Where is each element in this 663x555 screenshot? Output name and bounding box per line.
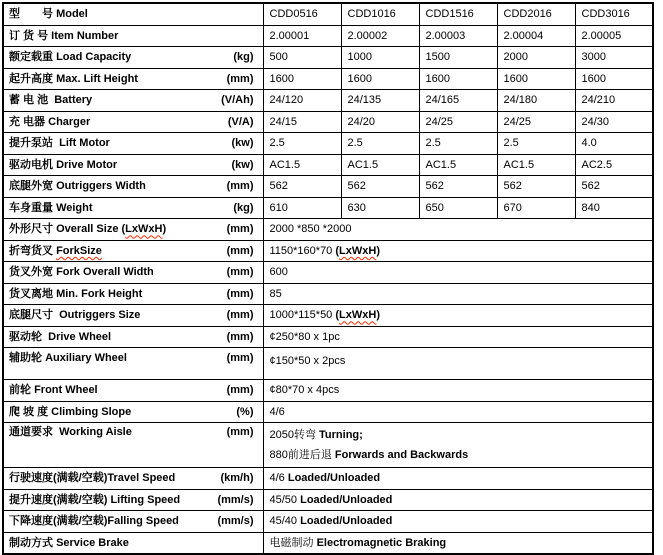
min-fork-height-label-text xyxy=(9,287,142,301)
drive-wheel-label-text xyxy=(9,330,111,344)
overall-size-unit: (mm) xyxy=(226,223,254,236)
fork-size-value-line-1 xyxy=(270,244,651,258)
text-segment: Charger xyxy=(48,115,91,128)
travel-speed-value-line-1 xyxy=(270,471,651,485)
text-segment: Working Aisle xyxy=(59,426,132,438)
model-label xyxy=(3,3,263,25)
battery-label-text xyxy=(9,93,92,107)
text-segment: Lifting Speed xyxy=(110,493,181,506)
fork-size-label xyxy=(3,240,263,262)
auxiliary-wheel-value xyxy=(263,348,653,380)
text-segment: 45/40 xyxy=(269,515,301,528)
falling-speed-value-line-1 xyxy=(270,514,651,528)
service-brake-label-en xyxy=(56,537,129,549)
model-value-1: CDD0516 xyxy=(263,3,341,25)
drive-motor-unit: (kw) xyxy=(231,158,254,171)
drive-wheel-label-zh: 驱动轮 xyxy=(9,330,49,343)
lift-motor-label-text xyxy=(9,136,110,150)
weight-value-4: 670 xyxy=(497,197,575,219)
load-capacity-value-4: 2000 xyxy=(497,47,575,69)
fork-overall-width-label-zh: 货叉外宽 xyxy=(9,266,57,279)
max-lift-height-label-text xyxy=(9,72,138,86)
text-segment: Auxiliary Wheel xyxy=(45,352,127,364)
text-segment: Overall Size ( xyxy=(56,223,126,236)
climbing-slope-label-zh: 爬 坡 度 xyxy=(9,405,52,418)
front-wheel-label-en xyxy=(34,384,98,396)
load-capacity-label xyxy=(3,47,263,69)
spec-row-falling-speed xyxy=(3,511,653,533)
outriggers-width-unit: (mm) xyxy=(226,180,254,193)
working-aisle-label-text xyxy=(9,425,132,439)
travel-speed-label-en xyxy=(107,472,175,484)
min-fork-height-value xyxy=(263,283,653,305)
fork-size-unit: (mm) xyxy=(226,244,254,257)
lifting-speed-label-text xyxy=(9,493,180,507)
item-number-value-3: 2.00003 xyxy=(419,25,497,47)
text-segment: 880前进后退 xyxy=(269,449,335,461)
text-segment: 45/50 xyxy=(269,493,301,506)
text-segment: Falling Speed xyxy=(107,515,179,528)
max-lift-height-value-3: 1600 xyxy=(419,68,497,90)
drive-wheel-label-wrap xyxy=(4,330,263,344)
text-segment: Drive Wheel xyxy=(48,330,112,343)
service-brake-value xyxy=(263,532,653,554)
load-capacity-value-1: 500 xyxy=(263,47,341,69)
falling-speed-label-text xyxy=(9,514,179,528)
text-segment: Item Number xyxy=(51,29,119,42)
text-segment: Min. Fork Height xyxy=(56,287,143,300)
spec-row-min-fork-height xyxy=(3,283,653,305)
lifting-speed-label xyxy=(3,489,263,511)
battery-label xyxy=(3,90,263,112)
fork-overall-width-label-text xyxy=(9,265,154,279)
spec-row-climbing-slope xyxy=(3,401,653,423)
spellcheck-flagged-text: LxWxH xyxy=(125,223,163,236)
spec-row-drive-wheel xyxy=(3,326,653,348)
drive-wheel-value xyxy=(263,326,653,348)
text-segment: Model xyxy=(56,8,88,21)
outriggers-width-value-3: 562 xyxy=(419,176,497,198)
lift-motor-unit: (kw) xyxy=(231,137,254,150)
falling-speed-label xyxy=(3,511,263,533)
model-value-5: CDD3016 xyxy=(575,3,653,25)
travel-speed-label-text xyxy=(9,471,175,485)
text-segment: 85 xyxy=(269,287,282,300)
outriggers-width-value-5: 562 xyxy=(575,176,653,198)
max-lift-height-label-en xyxy=(56,73,138,85)
lifting-speed-unit: (mm/s) xyxy=(217,493,254,506)
text-segment: Front Wheel xyxy=(34,384,98,397)
lifting-speed-label-zh: 提升速度(满载/空载) xyxy=(9,493,111,506)
spec-row-load-capacity xyxy=(3,47,653,69)
front-wheel-label-text xyxy=(9,383,98,397)
text-segment: ) xyxy=(376,244,380,257)
falling-speed-label-en xyxy=(107,515,179,527)
spec-row-weight xyxy=(3,197,653,219)
charger-label xyxy=(3,111,263,133)
lift-motor-value-4: 2.5 xyxy=(497,133,575,155)
falling-speed-label-zh: 下降速度(满载/空载) xyxy=(9,515,108,528)
fork-overall-width-label xyxy=(3,262,263,284)
min-fork-height-value-line-1 xyxy=(270,287,651,301)
outriggers-width-value-2: 562 xyxy=(341,176,419,198)
load-capacity-label-text xyxy=(9,50,131,64)
outriggers-size-label-wrap xyxy=(4,308,263,322)
lift-motor-value-1: 2.5 xyxy=(263,133,341,155)
model-label-zh: 型 号 xyxy=(9,8,57,21)
spec-table-body xyxy=(3,3,653,554)
weight-label-zh: 车身重量 xyxy=(9,201,57,214)
fork-overall-width-label-en xyxy=(56,266,154,278)
charger-value-3: 24/25 xyxy=(419,111,497,133)
drive-motor-label-zh: 驱动电机 xyxy=(9,158,57,171)
travel-speed-label xyxy=(3,468,263,490)
outriggers-size-label xyxy=(3,305,263,327)
text-segment: Fork Overall Width xyxy=(56,266,154,279)
front-wheel-unit: (mm) xyxy=(226,384,254,397)
text-segment: Weight xyxy=(56,201,93,214)
working-aisle-label-zh: 通道要求 xyxy=(9,426,60,438)
battery-label-zh: 蓄 电 池 xyxy=(9,94,55,107)
spec-row-charger xyxy=(3,111,653,133)
overall-size-value xyxy=(263,219,653,241)
load-capacity-label-wrap xyxy=(4,50,263,64)
model-value-2: CDD1016 xyxy=(341,3,419,25)
text-segment: Loaded/Unloaded xyxy=(300,515,393,528)
lifting-speed-value xyxy=(263,489,653,511)
spellcheck-flagged-text: LxWxH xyxy=(339,244,377,257)
weight-label-text xyxy=(9,201,93,215)
drive-motor-value-2: AC1.5 xyxy=(341,154,419,176)
text-segment: Outriggers Width xyxy=(56,180,146,193)
weight-value-2: 630 xyxy=(341,197,419,219)
working-aisle-value xyxy=(263,423,653,468)
outriggers-size-value xyxy=(263,305,653,327)
lift-motor-value-3: 2.5 xyxy=(419,133,497,155)
fork-overall-width-value xyxy=(263,262,653,284)
overall-size-label-wrap xyxy=(4,222,263,236)
spec-row-auxiliary-wheel xyxy=(3,348,653,380)
model-label-en xyxy=(56,8,88,20)
text-segment: Climbing Slope xyxy=(51,405,132,418)
travel-speed-unit: (km/h) xyxy=(220,472,254,485)
battery-value-4: 24/180 xyxy=(497,90,575,112)
lift-motor-label xyxy=(3,133,263,155)
fork-size-label-en xyxy=(56,245,102,257)
text-segment: 600 xyxy=(269,266,288,279)
load-capacity-value-2: 1000 xyxy=(341,47,419,69)
text-segment: ¢250*80 x 1pc xyxy=(269,330,340,343)
front-wheel-value-line-1 xyxy=(270,383,651,397)
climbing-slope-label-en xyxy=(51,406,131,418)
max-lift-height-value-5: 1600 xyxy=(575,68,653,90)
item-number-label-wrap xyxy=(4,29,263,43)
text-segment: Forwards and Backwards xyxy=(334,449,469,461)
max-lift-height-unit: (mm) xyxy=(226,72,254,85)
spec-row-overall-size xyxy=(3,219,653,241)
outriggers-width-value-1: 562 xyxy=(263,176,341,198)
spec-row-drive-motor xyxy=(3,154,653,176)
spec-row-lift-motor xyxy=(3,133,653,155)
fork-size-label-text xyxy=(9,244,102,258)
falling-speed-unit: (mm/s) xyxy=(217,515,254,528)
lifting-speed-value-line-1 xyxy=(270,493,651,507)
lift-motor-label-zh: 提升泵站 xyxy=(9,137,60,150)
drive-motor-label xyxy=(3,154,263,176)
model-value-4: CDD2016 xyxy=(497,3,575,25)
spellcheck-flagged-text: ForkSize xyxy=(56,244,102,257)
outriggers-width-label-zh: 底腿外宽 xyxy=(9,180,57,193)
falling-speed-value xyxy=(263,511,653,533)
spellcheck-flagged-text: LxWxH xyxy=(339,309,377,322)
charger-label-text xyxy=(9,115,90,129)
max-lift-height-label-wrap xyxy=(4,72,263,86)
outriggers-width-label-wrap xyxy=(4,179,263,193)
item-number-value-5: 2.00005 xyxy=(575,25,653,47)
weight-label-wrap xyxy=(4,201,263,215)
charger-value-5: 24/30 xyxy=(575,111,653,133)
text-segment: Service Brake xyxy=(56,536,129,549)
drive-motor-label-en xyxy=(56,159,117,171)
front-wheel-label-wrap xyxy=(4,383,263,397)
outriggers-size-label-zh: 底腿尺寸 xyxy=(9,309,60,322)
max-lift-height-label-zh: 起升高度 xyxy=(9,72,57,85)
max-lift-height-value-1: 1600 xyxy=(263,68,341,90)
service-brake-label-text xyxy=(9,536,129,550)
fork-overall-width-value-line-1 xyxy=(270,265,651,279)
min-fork-height-unit: (mm) xyxy=(226,287,254,300)
text-segment: ¢80*70 x 4pcs xyxy=(269,384,340,397)
text-segment: Turning; xyxy=(319,429,363,441)
text-segment: 电磁制动 xyxy=(269,536,317,549)
front-wheel-label xyxy=(3,380,263,402)
text-segment: Drive Motor xyxy=(56,158,118,171)
min-fork-height-label-en xyxy=(56,288,142,300)
text-segment: ) xyxy=(162,223,167,236)
spec-row-item-number xyxy=(3,25,653,47)
text-segment: Outriggers Size xyxy=(59,309,141,322)
weight-label xyxy=(3,197,263,219)
falling-speed-label-wrap xyxy=(4,514,263,528)
lift-motor-value-5: 4.0 xyxy=(575,133,653,155)
load-capacity-value-5: 3000 xyxy=(575,47,653,69)
charger-value-1: 24/15 xyxy=(263,111,341,133)
outriggers-width-label-en xyxy=(56,180,146,192)
min-fork-height-label xyxy=(3,283,263,305)
load-capacity-value-3: 1500 xyxy=(419,47,497,69)
battery-value-3: 24/165 xyxy=(419,90,497,112)
fork-size-value xyxy=(263,240,653,262)
model-value-3: CDD1516 xyxy=(419,3,497,25)
drive-motor-value-5: AC2.5 xyxy=(575,154,653,176)
lifting-speed-label-en xyxy=(110,494,180,506)
model-label-text xyxy=(9,7,88,21)
model-label-wrap xyxy=(4,7,263,21)
drive-wheel-unit: (mm) xyxy=(226,330,254,343)
text-segment: ( xyxy=(335,244,340,257)
auxiliary-wheel-label xyxy=(3,348,263,380)
text-segment: 4/6 xyxy=(269,405,285,418)
fork-size-label-wrap xyxy=(4,244,263,258)
lift-motor-value-2: 2.5 xyxy=(341,133,419,155)
text-segment: Lift Motor xyxy=(59,137,110,150)
climbing-slope-value-line-1 xyxy=(270,405,651,419)
overall-size-label-en xyxy=(56,223,166,235)
outriggers-size-unit: (mm) xyxy=(226,309,254,322)
lift-motor-label-wrap xyxy=(4,136,263,150)
spec-row-battery xyxy=(3,90,653,112)
spec-row-max-lift-height xyxy=(3,68,653,90)
spec-row-service-brake xyxy=(3,532,653,554)
travel-speed-label-zh: 行驶速度(满载/空载) xyxy=(9,472,108,485)
service-brake-label-wrap xyxy=(4,536,263,550)
climbing-slope-label xyxy=(3,401,263,423)
climbing-slope-label-wrap xyxy=(4,405,263,419)
min-fork-height-label-wrap xyxy=(4,287,263,301)
text-segment: 2000 *850 *2000 xyxy=(269,223,352,236)
weight-value-5: 840 xyxy=(575,197,653,219)
max-lift-height-value-4: 1600 xyxy=(497,68,575,90)
spec-row-outriggers-size xyxy=(3,305,653,327)
spec-row-fork-size xyxy=(3,240,653,262)
overall-size-label-zh: 外形尺寸 xyxy=(9,223,57,236)
auxiliary-wheel-label-en xyxy=(45,352,127,364)
auxiliary-wheel-label-text xyxy=(9,351,127,365)
text-segment: 2050转弯 xyxy=(269,429,320,441)
item-number-label-en xyxy=(51,30,118,42)
drive-wheel-label-en xyxy=(48,331,111,343)
working-aisle-unit: (mm) xyxy=(226,426,254,438)
charger-unit: (V/A) xyxy=(227,115,254,128)
item-number-label-zh: 订 货 号 xyxy=(9,29,52,42)
battery-value-5: 24/210 xyxy=(575,90,653,112)
text-segment: Max. Lift Height xyxy=(56,72,138,85)
spec-table xyxy=(2,2,654,555)
load-capacity-unit: (kg) xyxy=(233,51,254,64)
text-segment: Loaded/Unloaded xyxy=(287,472,381,485)
weight-unit: (kg) xyxy=(233,201,254,214)
climbing-slope-value xyxy=(263,401,653,423)
battery-unit: (V/Ah) xyxy=(221,94,254,107)
drive-motor-value-3: AC1.5 xyxy=(419,154,497,176)
working-aisle-value-line-2 xyxy=(270,445,651,465)
load-capacity-label-en xyxy=(56,51,131,63)
service-brake-label-zh: 制动方式 xyxy=(9,536,57,549)
text-segment: Loaded/Unloaded xyxy=(300,493,393,506)
outriggers-size-label-en xyxy=(59,309,140,321)
travel-speed-value xyxy=(263,468,653,490)
battery-value-2: 24/135 xyxy=(341,90,419,112)
fork-overall-width-unit: (mm) xyxy=(226,266,254,279)
spec-row-fork-overall-width xyxy=(3,262,653,284)
load-capacity-label-zh: 额定载重 xyxy=(9,51,57,64)
drive-motor-label-wrap xyxy=(4,158,263,172)
fork-overall-width-label-wrap xyxy=(4,265,263,279)
text-segment: ¢150*50 x 2pcs xyxy=(269,355,346,367)
auxiliary-wheel-value-line-1 xyxy=(270,351,651,371)
item-number-value-1: 2.00001 xyxy=(263,25,341,47)
text-segment: ( xyxy=(335,309,340,322)
outriggers-size-value-line-1 xyxy=(270,308,651,322)
auxiliary-wheel-unit: (mm) xyxy=(226,352,254,364)
text-segment: 1000*115*50 xyxy=(269,309,336,322)
drive-motor-value-1: AC1.5 xyxy=(263,154,341,176)
text-segment: 1150*160*70 xyxy=(269,244,336,257)
front-wheel-label-zh: 前轮 xyxy=(9,384,35,397)
min-fork-height-label-zh: 货叉离地 xyxy=(9,287,57,300)
auxiliary-wheel-label-zh: 辅助轮 xyxy=(9,352,46,364)
drive-wheel-value-line-1 xyxy=(270,330,651,344)
drive-motor-label-text xyxy=(9,158,117,172)
weight-label-en xyxy=(56,202,92,214)
working-aisle-value-line-1 xyxy=(270,425,651,445)
outriggers-width-label xyxy=(3,176,263,198)
climbing-slope-label-text xyxy=(9,405,131,419)
text-segment: Battery xyxy=(54,94,93,107)
service-brake-value-line-1 xyxy=(270,536,651,550)
charger-label-en xyxy=(48,116,90,128)
working-aisle-label-en xyxy=(59,426,132,438)
service-brake-label xyxy=(3,532,263,554)
drive-motor-value-4: AC1.5 xyxy=(497,154,575,176)
max-lift-height-label xyxy=(3,68,263,90)
max-lift-height-value-2: 1600 xyxy=(341,68,419,90)
text-segment: 4/6 xyxy=(269,472,288,485)
drive-wheel-label xyxy=(3,326,263,348)
auxiliary-wheel-label-wrap xyxy=(4,351,263,365)
travel-speed-label-wrap xyxy=(4,471,263,485)
spec-row-front-wheel xyxy=(3,380,653,402)
overall-size-value-line-1 xyxy=(270,222,651,236)
battery-label-wrap xyxy=(4,93,263,107)
overall-size-label-text xyxy=(9,222,166,236)
lifting-speed-label-wrap xyxy=(4,493,263,507)
working-aisle-label-wrap xyxy=(4,425,263,439)
working-aisle-label xyxy=(3,423,263,468)
spec-row-working-aisle xyxy=(3,423,653,468)
lift-motor-label-en xyxy=(59,137,110,149)
spec-row-lifting-speed xyxy=(3,489,653,511)
overall-size-label xyxy=(3,219,263,241)
charger-value-4: 24/25 xyxy=(497,111,575,133)
item-number-value-4: 2.00004 xyxy=(497,25,575,47)
battery-value-1: 24/120 xyxy=(263,90,341,112)
weight-value-3: 650 xyxy=(419,197,497,219)
outriggers-width-label-text xyxy=(9,179,146,193)
text-segment: Electromagnetic Braking xyxy=(316,536,447,549)
charger-label-wrap xyxy=(4,115,263,129)
text-segment: ) xyxy=(376,309,380,322)
charger-value-2: 24/20 xyxy=(341,111,419,133)
item-number-label xyxy=(3,25,263,47)
item-number-label-text xyxy=(9,29,118,43)
weight-value-1: 610 xyxy=(263,197,341,219)
item-number-value-2: 2.00002 xyxy=(341,25,419,47)
charger-label-zh: 充 电器 xyxy=(9,115,49,128)
text-segment: Load Capacity xyxy=(56,51,132,64)
fork-size-label-zh: 折弯货叉 xyxy=(9,244,57,257)
spec-row-model xyxy=(3,3,653,25)
text-segment: Travel Speed xyxy=(107,472,176,485)
front-wheel-value xyxy=(263,380,653,402)
spec-row-travel-speed xyxy=(3,468,653,490)
climbing-slope-unit: (%) xyxy=(236,405,254,418)
outriggers-width-value-4: 562 xyxy=(497,176,575,198)
spec-row-outriggers-width xyxy=(3,176,653,198)
battery-label-en xyxy=(54,94,92,106)
outriggers-size-label-text xyxy=(9,308,140,322)
